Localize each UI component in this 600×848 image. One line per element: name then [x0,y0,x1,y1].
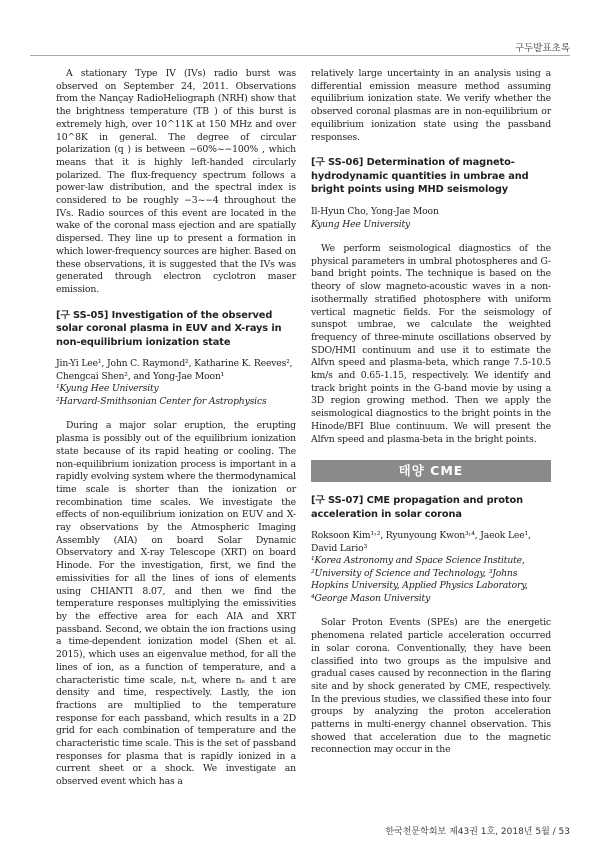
abstract-body-ss07: Solar Proton Events (SPEs) are the energetic phenomena related particle acceleration occurred in solar corona. Conventionally, they have been classified into two groups as the impulsive and gradual cases caused by reconnection in the flaring site and by shock generated by CME, respectively. In the previous studies, we classified these into four groups by analyzing the proton acceleration patterns in multi-energy channel observation. This showed that acceleration due to the magnetic reconnection may occur in the [311,617,551,756]
page-footer: 한국천문학회보 제43권 1호, 2018년 5월 / 53 [385,827,570,837]
abstract-title-ss07: [구 SS-07] CME propagation and proton acceleration in solar corona [311,495,524,520]
header-divider [30,55,570,56]
abstract-continuation: A stationary Type IV (IVs) radio burst was observed on September 24, 2011. Observations from the Nançay RadioHeliograph (NRH) show that the brightness temperature (TB ) of this burst is extremely high, over 10^11K at 150 MHz and over 10^8K in general. The degree of circular polarization (q ) is between −60%~−100% , which means that it is highly left-handed circularly polarized. The flux-frequency spectrum follows a power-law distribution, and the spectral index is considered to be roughly −3~−4 throughout the IVs. Radio sources of this event are located in the wake of the coronal mass ejection and are spatially dispersed. They line up to present a formation in which lower-frequency sources are higher. Based on these observations, it is suggested that the IVs was generated through electron cyclotron maser emission. [56,68,296,295]
authors-ss07: Roksoon Kim¹˒², Ryunyoung Kwon³˒⁴, Jaeok Lee¹, David Lario³ [311,530,531,554]
affiliation-ss06: Kyung Hee University [311,218,411,230]
affiliation-1-ss07: ¹Korea Astronomy and Space Science Institute, [311,555,525,567]
section-banner: 태양 CME [311,460,551,482]
right-column [311,68,551,757]
affiliation-3-ss07: ⁴George Mason University [311,592,431,604]
abstract-title-ss05: [구 SS-05] Investigation of the observed solar coronal plasma in EUV and X-rays in non-equilibrium ionization state [56,309,282,348]
abstract-body-ss06: We perform seismological diagnostics of the physical parameters in umbral photospheres and G-band bright points. The technique is based on the theory of slow magneto-acoustic waves in a non-isothermally stratified photosphere with uniform vertical magnetic fields. For the seismology of sunspot umbrae, we calculate the weighted frequency of three-minute oscillations observed by SDO/HMI continuum and use it to estimate the Alfvn speed and plasma-beta, which range 7.5-10.5 km/s and 0.65-1.15, respectively. We identify and track bright points in the G-band movie by using a 3D region growing method. Then we apply the seismological diagnostics to the bright points in the Hinode/BFI Blue continuum. We will present the Alfvn speed and plasma-beta in the bright points. [311,243,551,445]
affiliation-2-ss07: ²University of Science and Technology, ³Johns Hopkins University, Applied Physics Laboratory, [311,567,528,592]
abstract-body-ss05: During a major solar eruption, the erupting plasma is possibly out of the equilibrium ionization state because of its rapid heating or cooling. The non-equilibrium ionization process is important in a rapidly evolving system where the thermodynamical time scale is shorter than the ionization or recombination time scales. We investigate the effects of non-equilibrium ionization on EUV and X-ray observations by the Atmospheric Imaging Assembly (AIA) on board Solar Dynamic Observatory and X-ray Telescope (XRT) on board Hinode. For the investigation, first, we find the emissivities for all the lines of ions of elements using CHIANTI 8.07, and then we find the temperature responses multiplying the emissivities by the effective area for each AIA and XRT passband. Second, we obtain the ion fractions using a time-dependent ionization model (Shen et al. 2015), which uses an eigenvalue method, for all the lines of ion, as a function of temperature, and a characteristic time scale, nₑt, where nₑ and t are density and time, respectively. Lastly, the ion fractions are multiplied to the temperature response for each passband, which results in a 2D grid for each combination of temperature and the characteristic time scale. This is the set of passband responses for plasma that is rapidly ionized in a current sheet or a shock. We investigate an observed event which has a [56,420,296,788]
affiliation-1-ss05: ¹Kyung Hee University [56,383,159,395]
authors-ss06: Il-Hyun Cho, Yong-Jae Moon [311,206,439,217]
authors-ss05: Jin-Yi Lee¹, John C. Raymond², Katharine K. Reeves², Chengcai Shen², and Yong-Jae Moon¹ [56,358,293,382]
abstract-continuation-ss05: relatively large uncertainty in an analysis using a differential emission measure method assuming equilibrium ionization state. We verify whether the observed coronal plasmas are in non-equilibrium or equilibrium ionization state using the passband responses. [311,68,551,143]
affiliation-2-ss05: ²Harvard-Smithsonian Center for Astrophysics [56,395,267,407]
left-column [56,68,296,789]
abstract-title-ss06: [구 SS-06] Determination of magneto-hydrodynamic quantities in umbrae and bright points using MHD seismology [311,157,529,196]
section-header: 구두발표초록 [514,43,570,54]
